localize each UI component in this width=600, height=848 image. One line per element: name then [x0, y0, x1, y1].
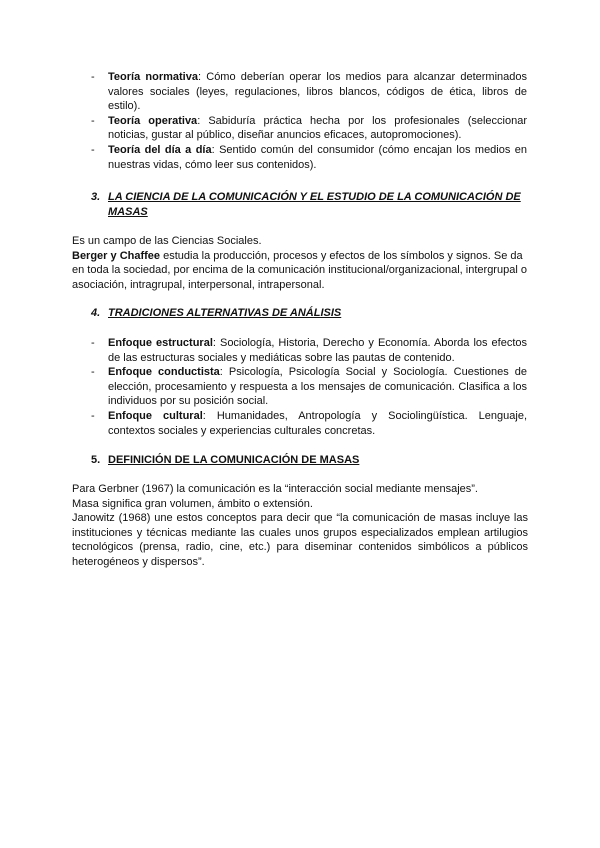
- list-item: [91, 70, 527, 114]
- list-dash: -: [91, 337, 95, 349]
- theory-description: : Cómo deberían operar los medios para alcanzar determinados valores sociales (leyes, regulaciones, libros blancos, códigos de ética, libros de estilo).: [108, 71, 527, 113]
- section-number: 3.: [91, 191, 101, 203]
- theory-term: Teoría normativa: [108, 71, 198, 83]
- approach-term: Enfoque conductista: [108, 366, 220, 379]
- approach-term: Enfoque cultural: [108, 409, 203, 422]
- section-title: LA CIENCIA DE LA COMUNICACIÓN Y EL ESTUDIO DE LA COMUNICACIÓN DE MASAS: [108, 191, 521, 218]
- section-3-heading: [91, 190, 528, 219]
- theory-description: : Sentido común del consumidor (cómo encajan los medios en nuestras vidas, cómo leer sus contenidos).: [108, 143, 527, 171]
- list-item: [91, 114, 527, 143]
- list-item: [91, 336, 527, 365]
- theory-description: : Sabiduría práctica hecha por los profesionales (seleccionar noticias, gustar al público, diseñar anuncios eficaces, autopromociones).: [108, 114, 528, 142]
- section-title: DEFINICIÓN DE LA COMUNICACIÓN DE MASAS: [108, 454, 360, 466]
- paragraph: Para Gerbner (1967) la comunicación es la “interacción social mediante mensajes”.: [72, 483, 478, 495]
- section-5-heading: [91, 453, 528, 468]
- list-dash: -: [91, 71, 95, 83]
- section-4-heading: [91, 306, 528, 321]
- paragraph: [72, 249, 528, 293]
- theory-term: Teoría operativa: [108, 114, 198, 127]
- theory-term: Teoría del día a día: [108, 143, 212, 156]
- list-item: [91, 409, 527, 438]
- approaches-list: [91, 336, 527, 438]
- approach-description: : Psicología, Psicología Social y Sociología. Cuestiones de elección, procesamiento y respuesta a los mensajes de comunicación. Clasifica a los individuos por su posición social.: [108, 366, 527, 408]
- list-dash: -: [91, 143, 95, 156]
- approach-description: : Sociología, Historia, Derecho y Economía. Aborda los efectos de las estructuras sociales y mediáticas sobre las pautas de contenido.: [108, 337, 528, 364]
- paragraph: Es un campo de las Ciencias Sociales.: [72, 235, 262, 247]
- approach-description: : Humanidades, Antropología y Sociolingüística. Lenguaje, contextos sociales y experiencias culturales concretas.: [108, 409, 527, 437]
- paragraph: Masa significa gran volumen, ámbito o extensión.: [72, 497, 313, 510]
- list-item: [91, 143, 527, 172]
- list-dash: -: [91, 366, 95, 379]
- section-3-body: [72, 234, 528, 292]
- section-5-body: [72, 482, 528, 570]
- list-dash: -: [91, 114, 95, 127]
- paragraph-text: estudia la producción, procesos y efectos de los símbolos y signos. Se da en toda la sociedad, por encima de la comunicación institucional/organizacional, intergrupal o asociación, intragrupal, interpersonal, intrapersonal.: [72, 249, 527, 291]
- list-dash: -: [91, 409, 95, 422]
- paragraph: Janowitz (1968) une estos conceptos para decir que “la comunicación de masas incluye las instituciones y técnicas mediante las cuales unos grupos especializados emplean artilugios tecnológicos (prensa, radio, cine, etc.) para diseminar contenidos simbólicos a públicos heterogéneos y dispersos”.: [72, 512, 528, 568]
- theory-list: [91, 70, 527, 172]
- section-number: 4.: [91, 307, 101, 319]
- author-name: Berger y Chaffee: [72, 249, 161, 262]
- approach-term: Enfoque estructural: [108, 337, 213, 349]
- section-number: 5.: [91, 454, 101, 466]
- section-title: TRADICIONES ALTERNATIVAS DE ANÁLISIS: [108, 307, 342, 319]
- list-item: [91, 365, 527, 409]
